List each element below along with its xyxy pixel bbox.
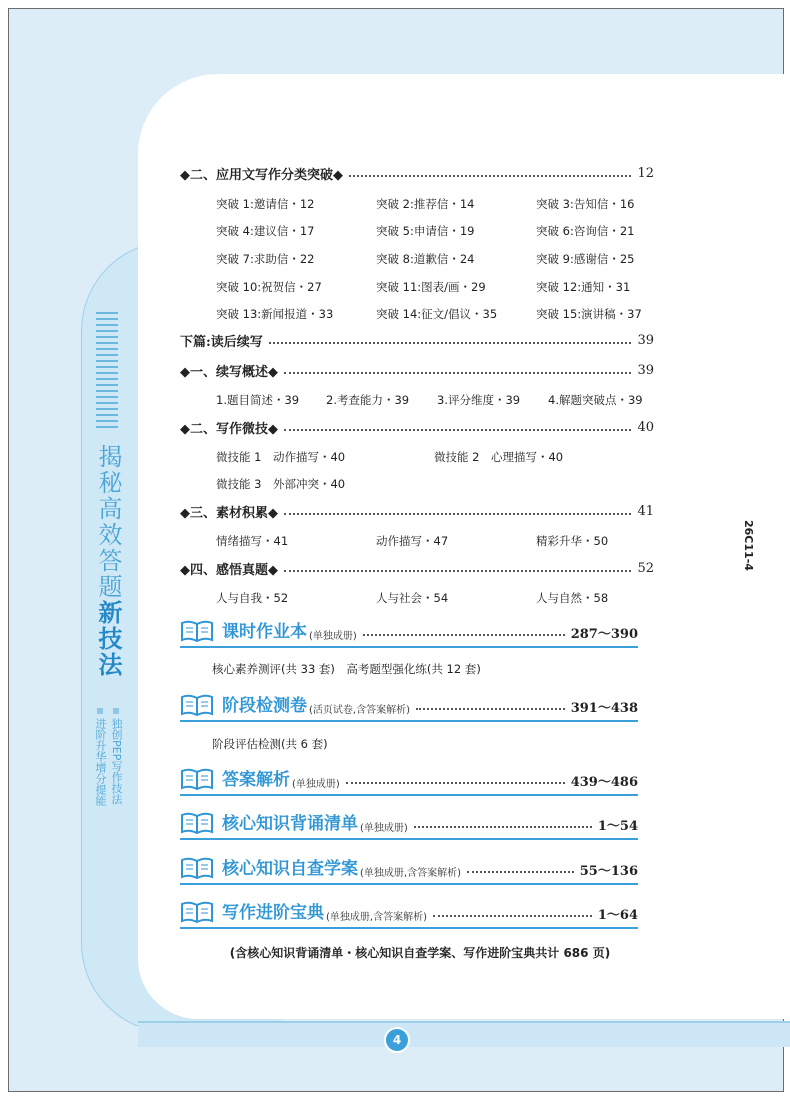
toc-subitem[interactable]: 情绪描写・41: [216, 534, 289, 548]
toc-subitem[interactable]: 突破 6:咨询信・21: [536, 224, 635, 238]
toc-subitem[interactable]: 人与自然・58: [536, 591, 609, 605]
section-homework[interactable]: 课时作业本 (单独成册) 287～390: [180, 614, 638, 648]
section-answers[interactable]: 答案解析 (单独成册) 439～486: [180, 762, 638, 796]
toc-subitem[interactable]: 突破 13:新闻报道・33: [216, 307, 334, 321]
toc-subitem[interactable]: 微技能 1 动作描写・40: [216, 450, 346, 464]
square-bullet-icon: [97, 708, 103, 714]
toc-subitem[interactable]: 精彩升华・50: [536, 534, 609, 548]
open-book-icon: [180, 901, 214, 923]
open-book-icon: [180, 620, 214, 642]
toc-subitem[interactable]: 动作描写・47: [376, 534, 449, 548]
toc-row-overview[interactable]: ◆一、续写概述◆ 39: [180, 362, 654, 380]
toc-subitem[interactable]: 突破 12:通知・31: [536, 280, 631, 294]
toc-subitem[interactable]: 人与自我・52: [216, 591, 289, 605]
toc-subitem[interactable]: 突破 2:推荐信・14: [376, 197, 475, 211]
side-subtitle-2: 进阶升华增分提能: [94, 708, 106, 806]
toc-subitem[interactable]: 突破 8:道歉信・24: [376, 252, 475, 266]
toc-row-material[interactable]: ◆三、素材积累◆ 41: [180, 503, 654, 521]
toc-subitem[interactable]: 突破 10:祝贺信・27: [216, 280, 322, 294]
toc-subitem[interactable]: 突破 1:邀请信・12: [216, 197, 315, 211]
toc-subitem[interactable]: 人与社会・54: [376, 591, 449, 605]
toc-row-micro[interactable]: ◆二、写作微技◆ 40: [180, 419, 654, 437]
toc-subitem[interactable]: 突破 11:图表/画・29: [376, 280, 486, 294]
bottom-band: [138, 1021, 790, 1047]
toc-subitem[interactable]: 突破 4:建议信・17: [216, 224, 315, 238]
toc-subitem[interactable]: 4.解题突破点・39: [548, 393, 643, 407]
toc-row-app-writing[interactable]: ◆二、应用文写作分类突破◆ 12: [180, 165, 654, 183]
book-code: 26C11-4: [742, 520, 755, 571]
open-book-icon: [180, 857, 214, 879]
toc-subitem[interactable]: 突破 3:告知信・16: [536, 197, 635, 211]
square-bullet-icon: [113, 708, 119, 714]
toc-row-real[interactable]: ◆四、感悟真题◆ 52: [180, 560, 654, 578]
page-number: 4: [384, 1027, 410, 1053]
toc-subitem[interactable]: 1.题目简述・39: [216, 393, 300, 407]
toc-subitem[interactable]: 微技能 2 心理描写・40: [434, 450, 564, 464]
toc-subitem[interactable]: 突破 9:感谢信・25: [536, 252, 635, 266]
toc-subitem[interactable]: 微技能 3 外部冲突・40: [216, 477, 346, 491]
toc-subitem[interactable]: 突破 5:申请信・19: [376, 224, 475, 238]
decorative-stripes: [96, 312, 118, 430]
toc-subitem[interactable]: 突破 15:演讲稿・37: [536, 307, 642, 321]
section-recitation-list[interactable]: 核心知识背诵清单 (单独成册) 1～54: [180, 806, 638, 840]
toc-subitem[interactable]: 2.考查能力・39: [326, 393, 410, 407]
toc-subitem[interactable]: 突破 14:征文/倡议・35: [376, 307, 498, 321]
open-book-icon: [180, 694, 214, 716]
section-desc: 阶段评估检测(共 6 套): [212, 737, 328, 751]
section-stage-test[interactable]: 阶段检测卷 (活页试卷,含答案解析) 391～438: [180, 688, 638, 722]
section-writing-guide[interactable]: 写作进阶宝典 (单独成册,含答案解析) 1～64: [180, 895, 638, 929]
toc-row-part2[interactable]: 下篇:读后续写 39: [180, 332, 654, 350]
footer-note: (含核心知识背诵清单・核心知识自查学案、写作进阶宝典共计 686 页): [229, 946, 611, 960]
open-book-icon: [180, 812, 214, 834]
toc-subitem[interactable]: 3.评分维度・39: [437, 393, 521, 407]
toc-subitem[interactable]: 突破 7:求助信・22: [216, 252, 315, 266]
side-subtitle-1: 独创PEP写作技法: [110, 708, 122, 804]
open-book-icon: [180, 768, 214, 790]
section-self-check[interactable]: 核心知识自查学案 (单独成册,含答案解析) 55～136: [180, 851, 638, 885]
side-title: 揭秘高效答题新技法: [94, 444, 122, 678]
section-desc: 核心素养测评(共 33 套) 高考题型强化练(共 12 套): [212, 662, 481, 676]
